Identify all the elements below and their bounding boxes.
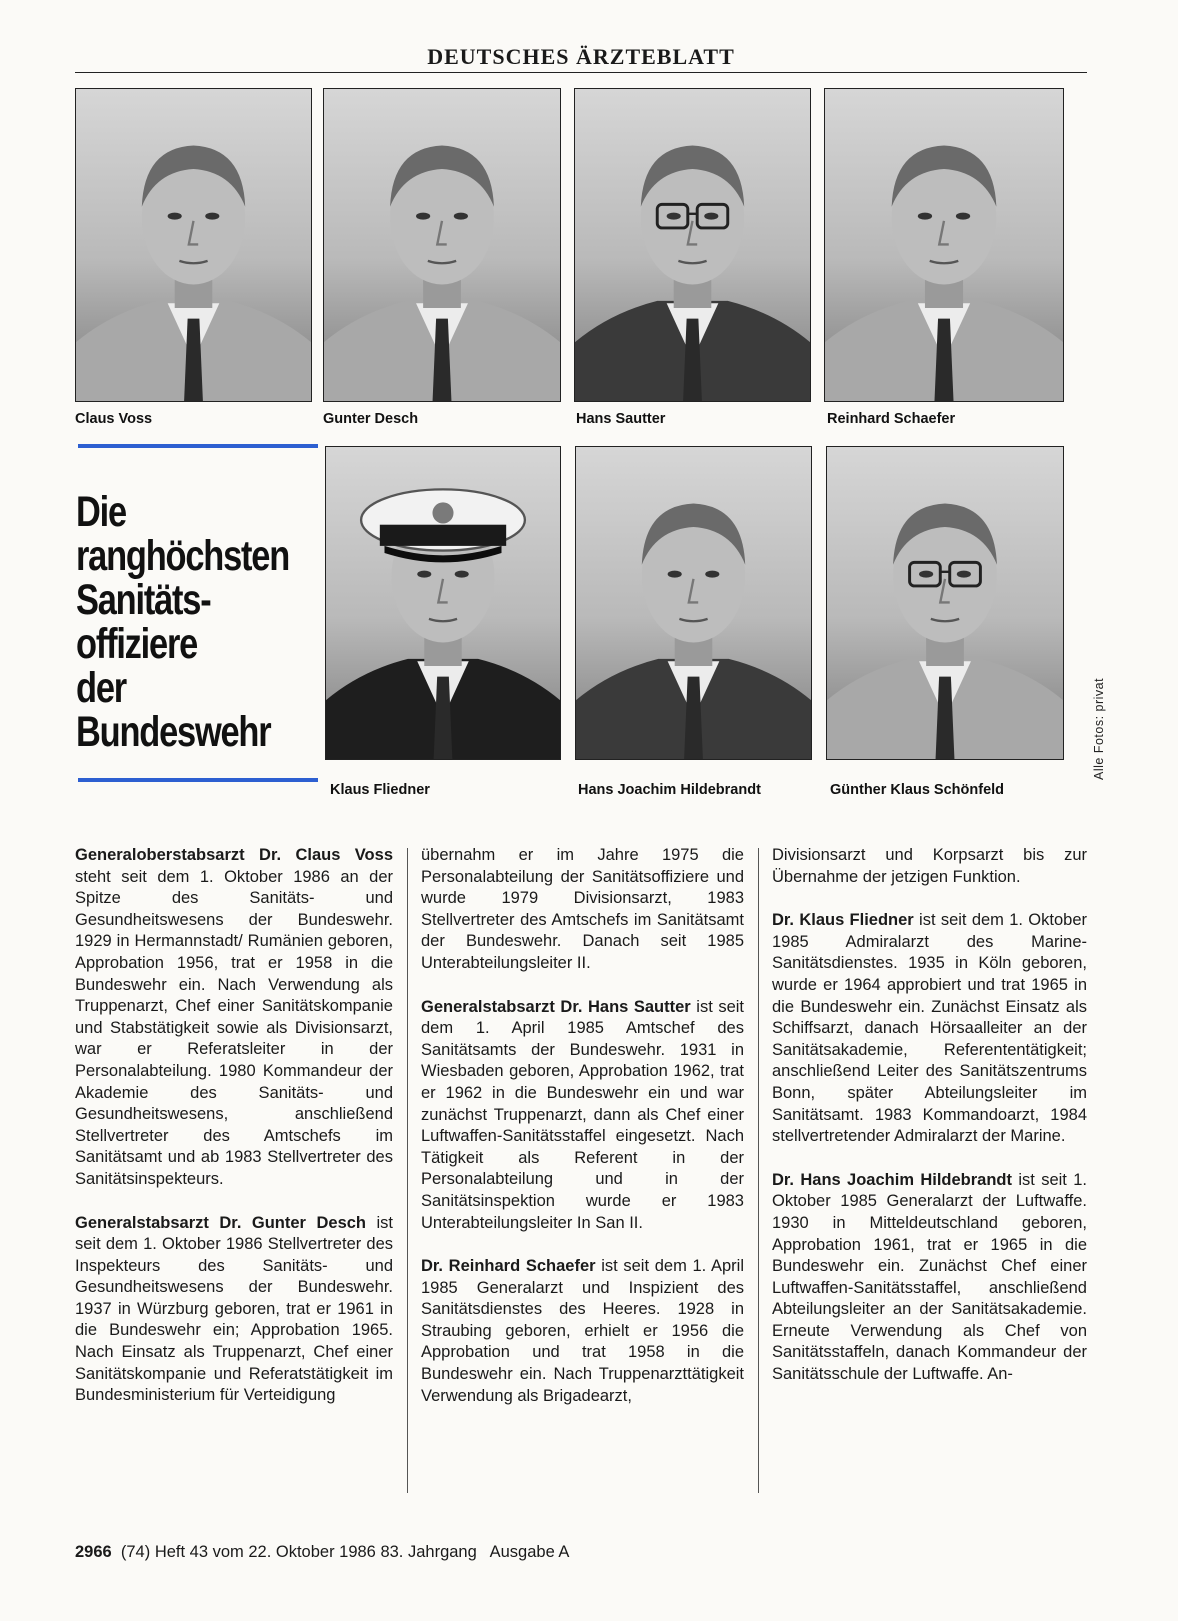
cap-band xyxy=(380,525,506,546)
bio-text: ist seit dem 1. April 1985 Amtschef des Sanitätsamts der Bundeswehr. 1931 in Wiesbaden geboren, Approbation 1962, trat er 1962 in die Bundeswehr ein und war zunächst Truppenarzt, dann als Chef einer Luftwaffen-Sanitätsstaffel eingesetzt. Nach Tätigkeit als Referent in der Personalabteilung und in der Sanitätsinspektion wurde er 1983 Unterabteilungsleiter In San II. xyxy=(421,997,744,1232)
eye-left xyxy=(416,213,430,220)
bio-name: Generalstabsarzt Dr. Gunter Desch xyxy=(75,1213,366,1232)
portrait-photo-schaefer xyxy=(824,88,1064,402)
bio-name: Dr. Reinhard Schaefer xyxy=(421,1257,596,1276)
accent-bar-top xyxy=(78,444,318,448)
bio-name: Dr. Hans Joachim Hildebrandt xyxy=(772,1170,1013,1189)
portrait-svg xyxy=(326,447,560,759)
text-column-2 xyxy=(421,845,744,1429)
eye-right xyxy=(957,571,971,578)
portrait-photo-hildebrandt xyxy=(575,446,812,760)
photo-caption: Reinhard Schaefer xyxy=(827,411,956,427)
portrait-photo-sautter xyxy=(574,88,811,402)
article-headline xyxy=(76,488,290,756)
photo-caption: Gunter Desch xyxy=(323,411,419,427)
photo-caption: Klaus Fliedner xyxy=(330,782,430,798)
photo-caption: Günther Klaus Schönfeld xyxy=(830,782,1005,798)
photo-caption: Hans Joachim Hildebrandt xyxy=(578,782,761,798)
eye-left xyxy=(918,213,932,220)
eye-left xyxy=(417,571,431,578)
portrait-photo-fliedner xyxy=(325,446,561,760)
photo-caption: Hans Sautter xyxy=(576,411,666,427)
bio-name: Generalstabsarzt Dr. Hans Sautter xyxy=(421,997,691,1016)
bio-text: ist seit dem 1. April 1985 Generalarzt und Inspizient des Sanitätsdienstes des Heeres. 1928 in Straubing geboren, erhielt er 1956 die Approbation und trat 1958 in die Bundeswehr ein. Nach Truppenarzttätigkeit Verwendung als Brigadearzt, xyxy=(421,1257,744,1405)
portrait-svg xyxy=(827,447,1063,759)
bio-paragraph xyxy=(421,997,744,1235)
headline-line: der xyxy=(76,664,126,712)
headline-line: offiziere xyxy=(76,620,198,668)
eye-right xyxy=(705,571,719,578)
cap-badge xyxy=(432,502,453,523)
portrait-photo-voss xyxy=(75,88,312,402)
eye-right xyxy=(455,571,469,578)
bio-paragraph xyxy=(75,1213,393,1407)
eye-left xyxy=(667,213,681,220)
eye-right xyxy=(205,213,219,220)
headline-line: ranghöchsten xyxy=(76,532,290,580)
bio-name: Dr. Klaus Fliedner xyxy=(772,911,914,930)
accent-bar-bottom xyxy=(78,778,318,782)
issue-info: (74) Heft 43 vom 22. Oktober 1986 83. Jahrgang Ausgabe A xyxy=(120,1543,570,1561)
text-column-1 xyxy=(75,845,393,1429)
portrait-photo-schoenfeld xyxy=(826,446,1064,760)
column-divider xyxy=(407,848,408,1493)
masthead-rule xyxy=(75,72,1087,73)
bio-text: steht seit dem 1. Oktober 1986 an der Spitze des Sanitäts- und Gesundheitswesens der Bundeswehr. 1929 in Hermannstadt/ Rumänien geboren, Approbation 1956, trat er 1958 in die Bundeswehr ein. Nach Verwendung als Truppenarzt, Chef einer Sanitätskompanie und Stabstätigkeit sowie als Divisionsarzt, war er Referatsleiter in der Personalabteilung. 1980 Kommandeur der Akademie des Sanitäts- und Gesundheitswesens, anschließend Stellvertreter des Amtschefs im Sanitätsamt und ab 1983 Stellvertreter des Sanitätsinspekteurs. xyxy=(75,867,393,1188)
portrait-photo-desch xyxy=(323,88,561,402)
page-footer xyxy=(75,1543,569,1562)
portrait-svg xyxy=(76,89,311,401)
portrait-svg xyxy=(825,89,1063,401)
eye-left xyxy=(919,571,933,578)
eye-right xyxy=(454,213,468,220)
eye-right xyxy=(956,213,970,220)
portrait-svg xyxy=(324,89,560,401)
eye-left xyxy=(668,571,682,578)
bio-text: ist seit dem 1. Oktober 1985 Admiralarzt des Marine-Sanitätsdienstes. 1935 in Köln geboren, wurde er 1964 approbiert und trat 1965 in die Bundeswehr ein. Zunächst Einsatz als Schiffsarzt, danach Hörsaalleiter an der Sanitätsakademie, Referententätigkeit; anschließend Leiter des Sanitätszentrums Bonn, später Abteilungsleiter im Sanitätsamt. 1983 Kommandoarzt, 1984 stellvertretender Admiralarzt der Marine. xyxy=(772,911,1087,1146)
portrait-svg xyxy=(575,89,810,401)
text-column-3 xyxy=(772,845,1087,1408)
bio-paragraph xyxy=(421,1256,744,1407)
column-divider xyxy=(758,848,759,1493)
bio-paragraph: übernahm er im Jahre 1975 die Personalabteilung der Sanitätsoffiziere und wurde 1979 Divisionsarzt, 1983 Stellvertreter des Amtschefs im Sanitätsamt der Bundeswehr. Danach seit 1985 Unterabteilungsleiter II. xyxy=(421,846,744,972)
headline-line: Bundeswehr xyxy=(76,708,271,756)
bio-paragraph xyxy=(772,1170,1087,1386)
bio-paragraph xyxy=(75,845,393,1191)
headline-line: Die xyxy=(76,488,126,536)
photo-caption: Claus Voss xyxy=(75,411,153,427)
photo-credit: Alle Fotos: privat xyxy=(1092,677,1106,780)
bio-paragraph xyxy=(772,910,1087,1148)
bio-text: ist seit 1. Oktober 1985 Generalarzt der Luftwaffe. 1930 in Mitteldeutschland geboren, Approbation 1961, trat er 1965 in die Bundeswehr ein. Zunächst Chef einer Luftwaffen-Sanitätsstaffel, anschließend Abteilungsleiter an der Sanitätsakademie. Erneute Verwendung als Chef von Sanitätsstaffeln, danach Kommandeur der Sanitätsschule der Luftwaffe. An- xyxy=(772,1170,1087,1384)
portrait-svg xyxy=(576,447,811,759)
headline-line: Sanitäts- xyxy=(76,576,211,624)
masthead: DEUTSCHES ÄRZTEBLATT xyxy=(427,44,735,69)
bio-text: ist seit dem 1. Oktober 1986 Stellvertreter des Inspekteurs des Sanitäts- und Gesundheitswesens der Bundeswehr. 1937 in Würzburg geboren, trat er 1961 in die Bundeswehr ein; Approbation 1965. Nach Einsatz als Truppenarzt, Chef einer Sanitätskompanie und Referatstätigkeit im Bundesministerium für Verteidigung xyxy=(75,1213,393,1405)
bio-paragraph: Divisionsarzt und Korpsarzt bis zur Übernahme der jetzigen Funktion. xyxy=(772,846,1087,886)
eye-right xyxy=(704,213,718,220)
eye-left xyxy=(168,213,182,220)
page-number: 2966 xyxy=(75,1543,112,1561)
bio-name: Generaloberstabsarzt Dr. Claus Voss xyxy=(75,846,393,864)
